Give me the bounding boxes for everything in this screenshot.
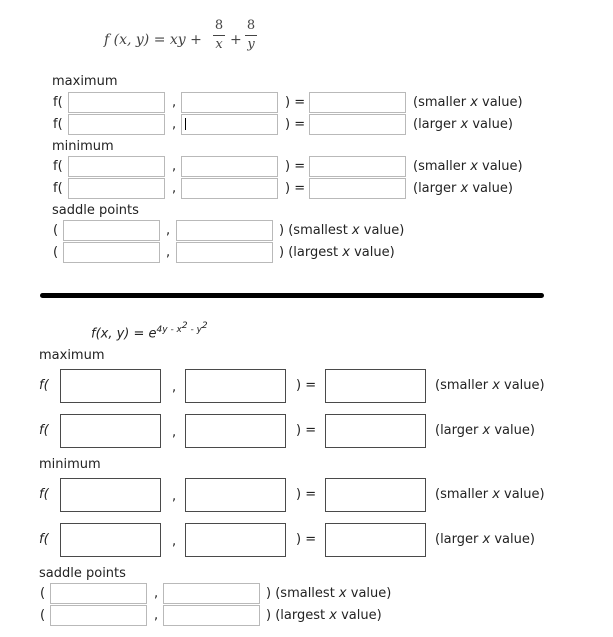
- s2-min-row1-eq: ) =: [296, 487, 317, 502]
- s2-minimum-label: minimum: [39, 457, 101, 472]
- s1-max-row2-value-input[interactable]: [309, 114, 406, 135]
- s1-max-row2-eq: ) =: [285, 117, 306, 132]
- s2-maximum-label: maximum: [39, 348, 105, 363]
- s1-max-row1-y-input[interactable]: [181, 92, 278, 113]
- formula-1-plus: +: [230, 32, 242, 48]
- s1-max-row2-note: (larger x value): [413, 117, 513, 132]
- formula-1-frac-1: [213, 19, 225, 52]
- s1-saddle-row1-comma: ,: [166, 223, 171, 238]
- s2-max-row2-comma: ,: [172, 425, 177, 440]
- s1-min-row2-x-input[interactable]: [68, 178, 165, 199]
- frac-1-denominator: x: [215, 37, 223, 52]
- s2-min-row1-f: f(: [39, 487, 49, 502]
- s2-max-row2-y-input[interactable]: [185, 414, 286, 448]
- s1-max-row2-comma: ,: [172, 117, 177, 132]
- s1-saddle-row1-y-input[interactable]: [176, 220, 273, 241]
- formula-1-lhs: f (x, y) = xy +: [104, 32, 202, 48]
- section-divider: [40, 293, 544, 298]
- formula-1-frac-2: [245, 19, 257, 52]
- s2-min-row1-note: (smaller x value): [435, 487, 545, 502]
- s2-max-row1-x-input[interactable]: [60, 369, 161, 403]
- s1-max-row1-eq: ) =: [285, 95, 306, 110]
- s1-saddle-row2-comma: ,: [166, 245, 171, 260]
- s2-min-row2-value-input[interactable]: [325, 523, 426, 557]
- s2-max-row1-note: (smaller x value): [435, 378, 545, 393]
- s2-min-row2-eq: ) =: [296, 532, 317, 547]
- s2-saddle-row2-comma: ,: [154, 608, 159, 623]
- s2-min-row2-x-input[interactable]: [60, 523, 161, 557]
- s2-max-row1-eq: ) =: [296, 378, 317, 393]
- s1-min-row1-comma: ,: [172, 159, 177, 174]
- s2-min-row2-note: (larger x value): [435, 532, 535, 547]
- s2-max-row1-value-input[interactable]: [325, 369, 426, 403]
- s2-min-row1-comma: ,: [172, 489, 177, 504]
- s1-saddle-row1-x-input[interactable]: [63, 220, 160, 241]
- s2-min-row2-comma: ,: [172, 534, 177, 549]
- s2-min-row2-f: f(: [39, 532, 49, 547]
- s1-max-row1-x-input[interactable]: [68, 92, 165, 113]
- formula-1: [104, 32, 202, 48]
- s2-max-row2-value-input[interactable]: [325, 414, 426, 448]
- s1-min-row1-eq: ) =: [285, 159, 306, 174]
- s1-min-row2-comma: ,: [172, 181, 177, 196]
- s1-max-row2-f: f(: [53, 117, 63, 132]
- s2-saddle-label: saddle points: [39, 566, 126, 581]
- s1-saddle-row2-y-input[interactable]: [176, 242, 273, 263]
- s1-min-row1-x-input[interactable]: [68, 156, 165, 177]
- s2-min-row1-y-input[interactable]: [185, 478, 286, 512]
- frac-2-denominator: y: [247, 37, 255, 52]
- s1-saddle-row1-paren: (: [53, 223, 59, 238]
- s1-max-row2-x-input[interactable]: [68, 114, 165, 135]
- s1-saddle-label: saddle points: [52, 203, 139, 218]
- s1-min-row1-y-input[interactable]: [181, 156, 278, 177]
- s2-max-row2-x-input[interactable]: [60, 414, 161, 448]
- s1-max-row1-comma: ,: [172, 95, 177, 110]
- s2-saddle-row1-x-input[interactable]: [50, 583, 147, 604]
- s1-min-row1-value-input[interactable]: [309, 156, 406, 177]
- s1-minimum-label: minimum: [52, 139, 114, 154]
- frac-2-numerator: 8: [246, 18, 256, 33]
- s1-min-row2-y-input[interactable]: [181, 178, 278, 199]
- s1-saddle-row2-paren: (: [53, 245, 59, 260]
- s2-min-row2-y-input[interactable]: [185, 523, 286, 557]
- s2-min-row1-value-input[interactable]: [325, 478, 426, 512]
- formula-2: f(x, $y) = e^{4y - x^2 - y^2}$: [91, 321, 208, 342]
- s1-saddle-row1-note: ) (smallest x value): [279, 223, 405, 238]
- s2-max-row2-note: (larger x value): [435, 423, 535, 438]
- s1-max-row1-f: f(: [53, 95, 63, 110]
- s2-saddle-row1-comma: ,: [154, 586, 159, 601]
- s1-maximum-label: maximum: [52, 74, 118, 89]
- s2-saddle-row2-x-input[interactable]: [50, 605, 147, 626]
- s1-max-row1-value-input[interactable]: [309, 92, 406, 113]
- s2-max-row1-f: f(: [39, 378, 49, 393]
- s1-min-row2-eq: ) =: [285, 181, 306, 196]
- s1-saddle-row2-x-input[interactable]: [63, 242, 160, 263]
- s2-max-row1-y-input[interactable]: [185, 369, 286, 403]
- s2-max-row1-comma: ,: [172, 380, 177, 395]
- s2-max-row2-eq: ) =: [296, 423, 317, 438]
- frac-1-numerator: 8: [214, 18, 224, 33]
- s1-max-row2-y-input[interactable]: [181, 114, 278, 135]
- s2-saddle-row2-note: ) (largest x value): [266, 608, 382, 623]
- s1-min-row2-value-input[interactable]: [309, 178, 406, 199]
- s2-saddle-row1-paren: (: [40, 586, 46, 601]
- s2-min-row1-x-input[interactable]: [60, 478, 161, 512]
- s1-max-row1-note: (smaller x value): [413, 95, 523, 110]
- s2-saddle-row1-y-input[interactable]: [163, 583, 260, 604]
- s1-min-row1-f: f(: [53, 159, 63, 174]
- s1-min-row2-note: (larger x value): [413, 181, 513, 196]
- s1-min-row1-note: (smaller x value): [413, 159, 523, 174]
- s1-saddle-row2-note: ) (largest x value): [279, 245, 395, 260]
- s2-saddle-row1-note: ) (smallest x value): [266, 586, 392, 601]
- text-cursor: [185, 118, 186, 130]
- s2-max-row2-f: f(: [39, 423, 49, 438]
- s2-saddle-row2-y-input[interactable]: [163, 605, 260, 626]
- s1-min-row2-f: f(: [53, 181, 63, 196]
- s2-saddle-row2-paren: (: [40, 608, 46, 623]
